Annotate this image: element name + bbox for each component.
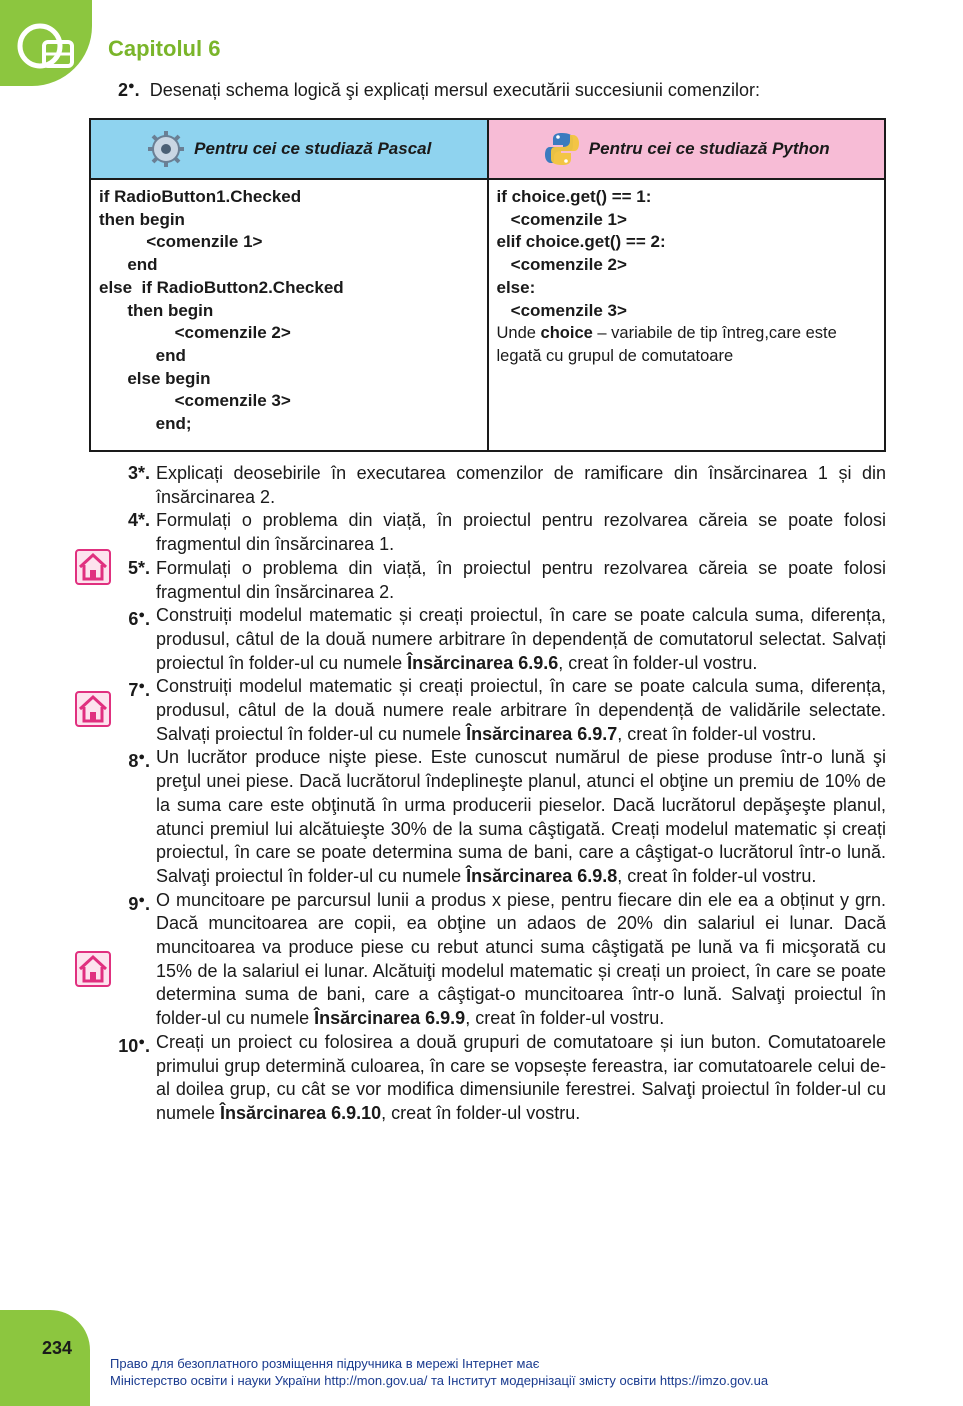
code-line: elif choice.get() == 2: (496, 232, 666, 252)
task-number: 5*. (127, 557, 150, 578)
code-line: <comenzile 2> (99, 323, 291, 343)
code-line: if RadioButton1.Checked (99, 187, 302, 206)
task-list (106, 462, 886, 1126)
task-text: Construiți modelul matematic și creați proiectul, în care se poate calcula suma, diferența, produsul, câtul de la două numere reale arbitrare în dependență de validările selectate. Salvați proiectul în folder-ul cu numele Însărcinarea 6.9.7, creat în folder-ul vostru. (156, 676, 886, 744)
python-note: Unde choice – variabile de tip întreg,care este legată cu grupul de comutatoare (496, 324, 837, 365)
task-item (106, 557, 886, 604)
python-logo-icon (543, 130, 581, 168)
task-item (106, 509, 886, 556)
task-item (106, 746, 886, 888)
code-line: end (99, 255, 158, 275)
computer-icon (14, 18, 78, 74)
footer-line: Право для безоплатного розміщення підручника в мережі Інтернет має (110, 1356, 540, 1371)
task-number: 8●. (128, 751, 150, 772)
python-header: Pentru cei ce studiază Python (588, 139, 830, 158)
task-number: 10●. (118, 1035, 150, 1056)
code-line: then begin (99, 209, 185, 229)
task-text: Construiți modelul matematic și creați proiectul, în care se poate calcula suma, diferența, produsul, câtul de la două numere arbitrare în dependență de comutatorul selectat. Salvați proiectul în folder-ul cu numele Însărcinarea 6.9.6, creat în folder-ul vostru. (156, 605, 886, 673)
code-line: end (99, 345, 186, 365)
code-line: <comenzile 1> (99, 232, 263, 252)
code-table (89, 118, 886, 452)
python-code-cell (488, 179, 886, 451)
task-text: O muncitoare pe parcursul lunii a produs x piese, pentru fiecare din ele ea a obținut y grn. Dacă muncitoarea are copii, ea obţine un adaos de 20% din salariul ei lunar. Dacă muncitoarea va produce piese cu rebut atunci suma câştigată pe lună va fi micşorată cu 15% de la salariul ei lunar. Alcătuiţi modelul matematic și creați un proiect, în care se poate determina suma de bani, care a câştigat-o muncitoarea într-o lună. Salvaţi proiectul în folder-ul cu numele Însărcinarea 6.9.9, creat în folder-ul vostru. (156, 889, 886, 1029)
pascal-gear-icon (146, 129, 186, 169)
python-header-cell (488, 119, 886, 179)
chapter-title: Capitolul 6 (108, 36, 221, 61)
pascal-header: Pentru cei ce studiază Pascal (194, 139, 432, 158)
task-text: Explicați deosebirile în executarea comenzilor de ramificare din însărcinarea 1 și din însărcinarea 2. (156, 463, 886, 507)
task-item (106, 889, 886, 1031)
task-item (106, 1031, 886, 1126)
task-2 (118, 80, 760, 101)
task-text: Desenați schema logică şi explicați mersul executării succesiunii comenzilor: (149, 80, 760, 100)
code-line: <comenzile 2> (496, 255, 627, 275)
task-number: 9●. (128, 893, 150, 914)
task-text: Un lucrător produce nişte piese. Este cunoscut numărul de piese produse într-o lună şi preţul unei piese. Dacă lucrătorul îndeplineşte planul, atunci el obţine un premiu de 10% de la suma care este obţinută în urma producerii pieselor. Dacă lucrătorul depăşeşte planul, atunci premiul lui alcătuieşte 30% de la suma câştigată. Creați modelul matematic și creați proiectul, în care se poate determina suma de bani, care a câştigat-o lucrătorul într-o lună. Salvaţi proiectul în folder-ul cu numele Însărcinarea 6.9.8, creat în folder-ul vostru. (156, 747, 886, 886)
code-line: <comenzile 3> (496, 300, 627, 320)
task-number: 4*. (127, 510, 150, 531)
code-line: <comenzile 1> (496, 209, 627, 229)
task-number: 3*. (127, 463, 150, 483)
code-line: else: (496, 277, 536, 297)
task-item (106, 675, 886, 746)
task-text: Creați un proiect cu folosirea a două grupuri de comutatoare și iun buton. Comutatoarele primului grup determină culoarea, în care se vopsește fereastra, iar comutatoarele celui de-al doilea grup, cu cât se vor modifica dimensiunile ferestrei. Salvaţi proiectul în folder-ul cu numele Însărcinarea 6.9.10, creat în folder-ul vostru. (156, 1031, 886, 1123)
code-line: then begin (99, 300, 214, 320)
task-text: Formulați o problema din viață, în proiectul pentru rezolvarea căreia se poate folosi fragmentul din însărcinarea 2. (156, 557, 886, 602)
footer-line: Міністерство освіти і науки України http://mon.gov.ua/ та Інститут модернізації змісту освіти https://imzo.gov.ua (110, 1373, 769, 1388)
code-line: else begin (99, 368, 211, 388)
task-text: Formulați o problema din viață, în proiectul pentru rezolvarea căreia se poate folosi fragmentul din însărcinarea 1. (156, 510, 886, 555)
code-line: end; (99, 414, 192, 434)
task-number: 6●. (128, 609, 150, 630)
code-line: else if RadioButton2.Checked (99, 277, 344, 297)
task-item (106, 604, 886, 675)
task-item (106, 462, 886, 509)
task-number: 2●. (118, 80, 140, 100)
task-number: 7●. (128, 680, 150, 701)
page-number: 234 (42, 1338, 73, 1358)
pascal-header-cell (90, 119, 488, 179)
code-line: <comenzile 3> (99, 391, 291, 411)
code-line: if choice.get() == 1: (496, 187, 652, 206)
pascal-code-cell (90, 179, 488, 451)
